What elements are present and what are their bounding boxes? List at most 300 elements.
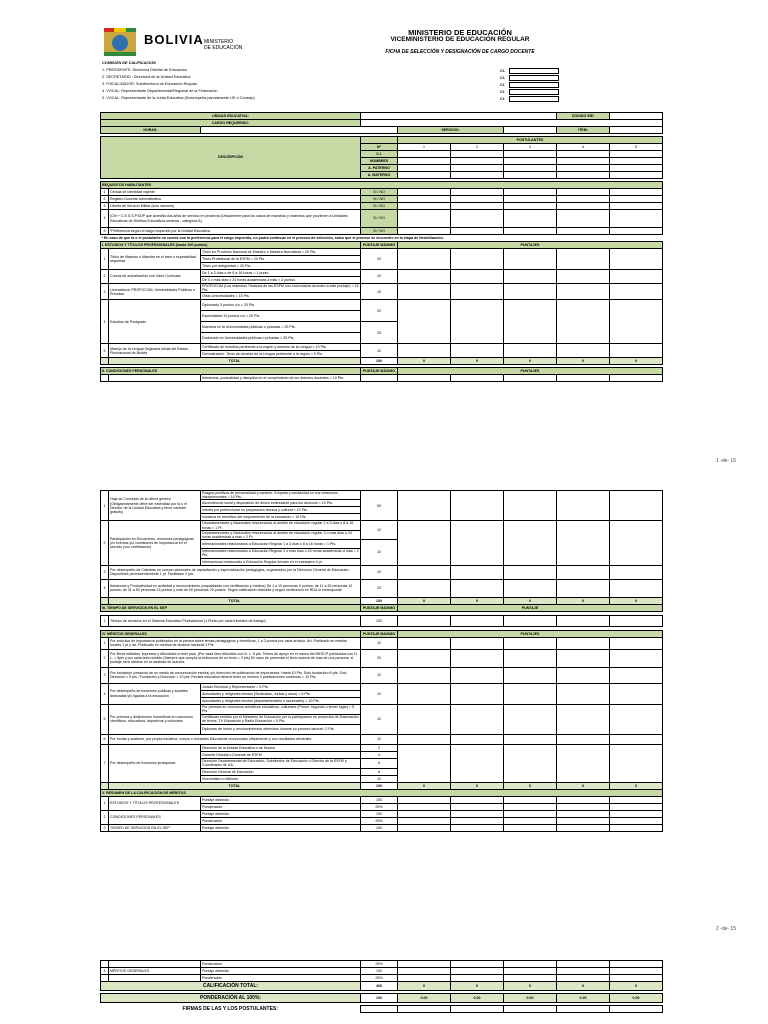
table-cell[interactable]: [398, 270, 451, 284]
table-cell[interactable]: [398, 196, 451, 203]
table-cell[interactable]: [610, 637, 663, 649]
table-cell[interactable]: [557, 579, 610, 597]
req-note: * En caso de que la o el postulante no cuente con la preferencia para el cargo requerido, no podrá continuar en el proceso de selección, salvo que el proceso se encuentre en la etapa de flexibilización.: [101, 235, 444, 240]
table-row: [101, 300, 663, 311]
table-cell[interactable]: [398, 249, 451, 270]
table-row: [101, 782, 663, 789]
table-row: [101, 796, 663, 803]
table-cell: Iniciativa en beneficio del mejoramiento de la educación = 10 Pts.: [201, 514, 361, 521]
table-cell[interactable]: [451, 203, 504, 210]
servicio-label: SERVICIO:: [398, 127, 504, 134]
table-cell: Cédula de Identidad vigente: [109, 189, 361, 196]
table-cell[interactable]: [610, 210, 663, 228]
table-cell[interactable]: [557, 968, 610, 975]
table-cell[interactable]: [451, 637, 504, 649]
table-cell: 4: [101, 683, 109, 704]
table-cell[interactable]: [504, 810, 557, 817]
table-cell: Demostración: Texto de dominio de la Lengua pertinente a la región = 5 Pts.: [201, 351, 361, 358]
table-cell[interactable]: [504, 172, 557, 179]
codigo-input[interactable]: [610, 113, 663, 120]
table-cell[interactable]: [451, 667, 504, 683]
table-cell[interactable]: [504, 796, 557, 803]
table-row: [101, 235, 663, 242]
table-cell: CONDICIONES PERSONALES: [109, 810, 201, 824]
table-row: [101, 982, 663, 991]
table-cell: 25%: [361, 961, 398, 968]
table-cell: Docente Distrital o Docente de ESFM: [201, 751, 361, 758]
table-cell[interactable]: [504, 579, 557, 597]
table-cell[interactable]: [451, 649, 504, 667]
table-cell: (Ctrl + C.E.S.S.P.EDP que acredita dos años de servicio en provincia (Únicamente para los casos de maestras y maestros que provienen a Unidades Educativas de Distritos Educativos urbanos - categoría A): [109, 210, 361, 228]
ci-input[interactable]: [509, 89, 559, 95]
table-cell: 100: [361, 824, 398, 831]
table-cell: Internacionales relacionados a Educación Regular 3 o más días o 24 horas académicas a más = 2 Pts.: [202, 549, 359, 558]
table-cell: Ponderación: [201, 803, 361, 810]
table-cell: 0.00: [610, 994, 663, 1003]
table-cell: Jurado Electoral y Representante = 5 Pts.: [201, 683, 361, 690]
table-cell: [361, 375, 398, 382]
table-cell[interactable]: [504, 151, 557, 158]
table-cell[interactable]: [557, 615, 610, 626]
table-cell[interactable]: [451, 579, 504, 597]
table-cell: Asistencia y Productividad en actividad y reconocimiento (respaldadas con certificación y mínima) De 1 a 10 personas 5 puntos; de 11 a 30 personas 10 puntos; de 31 a 50 personas 15 puntos y más de 50 personas 20 puntos. Según calificación obtenida y según verificación en RDA si corresponde: [109, 579, 361, 597]
table-cell[interactable]: [610, 565, 663, 579]
table-cell: [361, 1006, 398, 1013]
table-cell[interactable]: [504, 249, 557, 270]
table-cell[interactable]: [557, 796, 610, 803]
table-cell[interactable]: [451, 172, 504, 179]
table-cell[interactable]: [557, 521, 610, 565]
table-cell: [398, 975, 451, 982]
table-cell: Licenciatura: PROFOCOM, Universidades Públicas o Privadas.: [109, 284, 201, 300]
horas-input[interactable]: [201, 127, 398, 134]
ci-input[interactable]: [509, 75, 559, 81]
table-cell: MÉRITOS GENERALES: [109, 968, 201, 975]
table-cell[interactable]: [557, 189, 610, 196]
table-cell: 0: [557, 782, 610, 789]
table-cell[interactable]: [504, 189, 557, 196]
table-cell[interactable]: [451, 491, 504, 521]
table-cell[interactable]: [504, 824, 557, 831]
table-cell[interactable]: [504, 637, 557, 649]
table-cell[interactable]: [398, 744, 451, 782]
table-cell: [451, 975, 504, 982]
postulantes-header: POSTULANTES: [398, 137, 663, 144]
table-cell: 400: [361, 982, 398, 991]
table-row: [101, 630, 663, 637]
table-cell[interactable]: [610, 824, 663, 831]
table-cell[interactable]: [610, 521, 663, 565]
table-cell[interactable]: [610, 158, 663, 165]
table-cell[interactable]: [557, 270, 610, 284]
table-cell: 3: [101, 203, 109, 210]
table-cell: SI / NO: [361, 189, 398, 196]
table-cell[interactable]: [610, 667, 663, 683]
table-cell[interactable]: [398, 649, 451, 667]
table-cell: Título Profesional de la ESFM = 20 Pts.: [201, 256, 361, 263]
table-cell[interactable]: [610, 579, 663, 597]
table-cell[interactable]: [504, 1006, 557, 1013]
table-cell[interactable]: [451, 615, 504, 626]
table-cell[interactable]: [557, 565, 610, 579]
table-cell: 0: [504, 782, 557, 789]
table-cell[interactable]: [610, 375, 663, 382]
table-cell[interactable]: [451, 704, 504, 734]
table-cell[interactable]: [398, 683, 451, 704]
table-cell[interactable]: [451, 165, 504, 172]
table-cell[interactable]: [610, 649, 663, 667]
table-cell: [557, 975, 610, 982]
table-cell: 0: [557, 597, 610, 604]
table-cell: *Preferencia según el cargo requerido por la Unidad Educativa: [109, 228, 361, 235]
table-cell[interactable]: [610, 284, 663, 300]
table-cell[interactable]: [610, 744, 663, 782]
table-cell[interactable]: [610, 196, 663, 203]
table-cell: 2: [451, 144, 504, 151]
table-cell[interactable]: [451, 210, 504, 228]
table-cell[interactable]: [504, 210, 557, 228]
table-cell[interactable]: [557, 375, 610, 382]
table-cell[interactable]: [504, 521, 557, 565]
table-cell[interactable]: [398, 151, 451, 158]
table-cell: Puntaje obtenido: [201, 796, 361, 803]
table-row: [101, 270, 663, 277]
table-cell: PUNTAJE MÁXIMO: [361, 368, 398, 375]
table-cell[interactable]: [557, 284, 610, 300]
table-cell[interactable]: [557, 667, 610, 683]
item-label: ÍTEM:: [557, 127, 610, 134]
table-cell[interactable]: [504, 615, 557, 626]
page-2: [0, 470, 768, 940]
table-cell: Internacional relacionado a Educación Regular llevado en el extranjero 4 pt: [201, 558, 361, 565]
table-cell[interactable]: [398, 210, 451, 228]
table-cell[interactable]: [451, 196, 504, 203]
table-cell[interactable]: [398, 284, 451, 300]
table-cell[interactable]: [557, 172, 610, 179]
table-cell[interactable]: [557, 649, 610, 667]
table-cell[interactable]: [504, 228, 557, 235]
table-cell: [557, 817, 610, 824]
table-cell[interactable]: [610, 810, 663, 817]
table-row: [101, 521, 663, 530]
table-cell[interactable]: [398, 344, 451, 358]
table-cell[interactable]: [451, 734, 504, 744]
table-cell[interactable]: [398, 579, 451, 597]
table-cell[interactable]: [557, 1006, 610, 1013]
s2-heading: II. CONDICIONES PERSONALES: [101, 368, 361, 375]
table-cell[interactable]: [504, 491, 557, 521]
commission-heading: COMISIÓN DE CALIFICACIÓN: [102, 61, 156, 65]
table-cell[interactable]: [504, 667, 557, 683]
table-cell[interactable]: [557, 344, 610, 358]
table-cell: 8: [361, 768, 398, 775]
table-cell[interactable]: [610, 151, 663, 158]
table-cell[interactable]: [398, 824, 451, 831]
table-cell[interactable]: [398, 615, 451, 626]
table-cell: [504, 961, 557, 968]
table-cell[interactable]: [557, 196, 610, 203]
cargo-input[interactable]: [361, 120, 663, 127]
table-cell: 50: [361, 491, 398, 521]
table-cell: Autoridades y dirigentes electos (departamentales o nacionales) = 10 Pts.: [201, 697, 361, 704]
ci-input[interactable]: [509, 96, 559, 102]
table-cell[interactable]: [557, 300, 610, 344]
table-cell[interactable]: [451, 968, 504, 975]
table-cell[interactable]: [504, 744, 557, 782]
table-cell[interactable]: [504, 196, 557, 203]
ue-input[interactable]: [361, 113, 557, 120]
page-3: [0, 955, 768, 1024]
table-cell: Otras Universidades = 15 Pts.: [201, 293, 361, 300]
table-cell: PROFOCOM (Los maestros Titulados de las ESFM con Licenciatura acceden a este puntaje) = 15 Pts.: [202, 284, 359, 293]
table-cell[interactable]: [398, 165, 451, 172]
table-cell: PUNTAJE MÁXIMO: [361, 630, 398, 637]
table-cell[interactable]: [398, 565, 451, 579]
table-cell: Manejo de la Lengua Originaria oficial del Estado Plurinacional de Bolivia: [109, 344, 201, 358]
table-cell: 0: [610, 782, 663, 789]
table-cell[interactable]: [610, 228, 663, 235]
table-cell: NOMBRES: [361, 158, 398, 165]
table-cell[interactable]: [504, 165, 557, 172]
table-cell[interactable]: [451, 1006, 504, 1013]
s3-heading: III. TIEMPO DE SERVICIOS EN EL SEP: [101, 604, 361, 611]
table-cell[interactable]: [451, 270, 504, 284]
table-cell[interactable]: [557, 810, 610, 817]
table-cell: 2: [101, 521, 109, 565]
table-cell: 0: [557, 358, 610, 365]
table-cell[interactable]: [557, 704, 610, 734]
table-cell[interactable]: [451, 300, 504, 344]
table-cell[interactable]: [451, 683, 504, 704]
table-cell: 100: [361, 615, 398, 626]
table-cell[interactable]: [451, 228, 504, 235]
table-cell[interactable]: [557, 158, 610, 165]
table-cell[interactable]: [504, 649, 557, 667]
table-cell[interactable]: [557, 249, 610, 270]
table-cell[interactable]: [610, 270, 663, 284]
table-cell: 100: [361, 597, 398, 604]
table-cell: Registro Docente Administrativo: [109, 196, 361, 203]
table-cell[interactable]: [557, 734, 610, 744]
table-cell[interactable]: [504, 270, 557, 284]
table-cell[interactable]: [504, 203, 557, 210]
firmas-label: FIRMAS DE LAS Y LOS POSTULANTES:: [182, 1005, 278, 1012]
table-cell: [451, 803, 504, 810]
table-cell[interactable]: [398, 172, 451, 179]
table-cell[interactable]: [451, 375, 504, 382]
table-cell[interactable]: [451, 796, 504, 803]
table-cell[interactable]: [504, 158, 557, 165]
table-cell: 1: [101, 491, 109, 521]
ue-label: UNIDAD EDUCATIVA:: [101, 113, 361, 120]
table-cell[interactable]: [451, 565, 504, 579]
table-cell[interactable]: [504, 344, 557, 358]
table-cell[interactable]: [451, 151, 504, 158]
table-cell[interactable]: [504, 300, 557, 344]
table-cell[interactable]: [557, 491, 610, 521]
table-cell[interactable]: [451, 744, 504, 782]
horas-label: HORAS:: [101, 127, 201, 134]
table-cell[interactable]: [610, 165, 663, 172]
table-cell[interactable]: [398, 189, 451, 196]
table-cell[interactable]: [398, 667, 451, 683]
table-cell: C.I.: [361, 151, 398, 158]
table-cell: 0: [451, 782, 504, 789]
table-cell[interactable]: [557, 228, 610, 235]
table-cell: De 1 a 3 días o de 8 a 16 horas = 1 punto: [201, 270, 361, 277]
table-cell: 0: [504, 358, 557, 365]
table-cell: 0.00: [451, 994, 504, 1003]
table-cell[interactable]: [557, 165, 610, 172]
table-cell[interactable]: [610, 683, 663, 704]
table-cell[interactable]: [557, 683, 610, 704]
descripcion-header: DESCRIPCIÓN: [101, 137, 361, 179]
table-cell[interactable]: [398, 491, 451, 521]
table-cell[interactable]: [610, 172, 663, 179]
table-cell: 5: [101, 344, 109, 358]
table-cell: [109, 975, 201, 982]
table-cell[interactable]: [610, 1006, 663, 1013]
table-cell[interactable]: [398, 300, 451, 344]
table-cell[interactable]: [451, 521, 504, 565]
table-cell: 100: [361, 782, 398, 789]
table-cell[interactable]: [557, 637, 610, 649]
form-title: FICHA DE SELECCIÓN Y DESIGNACIÓN DE CARGO DOCENTE: [385, 49, 535, 55]
table-cell[interactable]: [398, 203, 451, 210]
table-cell: 0: [557, 982, 610, 991]
table-cell[interactable]: [504, 734, 557, 744]
table-row: [101, 615, 663, 626]
table-row: [101, 637, 663, 649]
table-cell: 4: [101, 579, 109, 597]
table-cell: 5: [101, 228, 109, 235]
s5-heading: V. RESUMEN DE LA CALIFICACIÓN DE MÉRITOS: [101, 789, 663, 796]
table-cell[interactable]: [610, 491, 663, 521]
table-cell[interactable]: [557, 744, 610, 782]
table-cell: 3: [504, 144, 557, 151]
table-cell[interactable]: [610, 796, 663, 803]
table-cell[interactable]: [610, 344, 663, 358]
table-cell[interactable]: [451, 249, 504, 270]
table-cell[interactable]: [610, 615, 663, 626]
table-row: [101, 604, 663, 611]
member-1: 1. PRESIDENTE: Director/a Distrital de Educación: [102, 68, 187, 72]
table-cell[interactable]: [504, 968, 557, 975]
table-cell[interactable]: [398, 228, 451, 235]
table-cell[interactable]: [398, 1006, 451, 1013]
table-cell[interactable]: [398, 796, 451, 803]
table-cell: Maestría en la Universidades públicas o privadas = 25 Pts.: [201, 322, 361, 333]
table-row: [101, 683, 663, 690]
table-cell[interactable]: [610, 734, 663, 744]
table-cell: A. PATERNO: [361, 165, 398, 172]
servicio-input[interactable]: [504, 127, 557, 134]
table-cell: [610, 961, 663, 968]
ci-label: CI.: [500, 69, 505, 73]
table-cell[interactable]: [610, 300, 663, 344]
table-cell: 0: [451, 358, 504, 365]
table-cell: [101, 782, 109, 789]
table-cell: [101, 975, 109, 982]
form-table-2: [100, 490, 663, 832]
table-cell[interactable]: [504, 704, 557, 734]
table-cell[interactable]: [398, 375, 451, 382]
table-cell[interactable]: [610, 203, 663, 210]
table-cell: Rasgos positivos de personalidad y carácter, Empatía y cordialidad en sus relaciones interpersonales = 10 Pts.: [201, 491, 361, 500]
table-cell: 4: [101, 300, 109, 344]
table-cell[interactable]: [451, 344, 504, 358]
table-cell[interactable]: [610, 189, 663, 196]
table-cell: 100: [361, 358, 398, 365]
table-cell: 5: [610, 144, 663, 151]
table-row: [101, 210, 663, 228]
table-cell: [361, 137, 398, 144]
table-cell: ESTUDIOS Y TÍTULOS PROFESIONALES: [109, 796, 201, 810]
table-row: [101, 975, 663, 982]
table-cell[interactable]: [451, 824, 504, 831]
table-cell: Diplomas de honor y reconocimientos obtenidos durante su proceso laboral= 2 Pts.: [201, 724, 361, 734]
table-cell: 10: [361, 704, 398, 734]
table-cell[interactable]: [557, 824, 610, 831]
table-cell[interactable]: [398, 521, 451, 565]
table-cell: 10: [361, 734, 398, 744]
table-cell: TOTAL: [109, 782, 361, 789]
table-cell: [504, 975, 557, 982]
ci-input[interactable]: [509, 82, 559, 88]
table-cell: Participación en Encuentros, reuniones pedagógicas y/o eventos y/o comisiones de importancia en el servicio (con certificación): [109, 521, 201, 565]
table-cell: Libreta de Servicio Militar (solo varones): [109, 203, 361, 210]
table-cell: 20: [361, 579, 398, 597]
table-cell[interactable]: [398, 637, 451, 649]
table-cell[interactable]: [398, 810, 451, 817]
table-row: [101, 667, 663, 683]
table-cell: Dirección Departamental de Educación, Subdirector de Educación o Director de la ESFM y Coordinador de UA.: [201, 758, 361, 768]
table-row: [101, 961, 663, 968]
table-cell: [504, 803, 557, 810]
table-cell[interactable]: [610, 704, 663, 734]
table-cell[interactable]: [451, 189, 504, 196]
table-cell[interactable]: [504, 375, 557, 382]
table-cell[interactable]: [451, 810, 504, 817]
table-cell[interactable]: [398, 968, 451, 975]
table-cell[interactable]: [610, 249, 663, 270]
table-cell: 0.00: [504, 994, 557, 1003]
table-row: [101, 249, 663, 256]
table-cell: Por premios y distinciones honoríficas en concursos científicos, educativos, deportivos y culturales: [109, 704, 201, 734]
table-cell[interactable]: [557, 151, 610, 158]
table-cell: 4: [101, 968, 109, 975]
table-cell: 3: [101, 284, 109, 300]
table-cell[interactable]: [504, 565, 557, 579]
table-cell[interactable]: [610, 968, 663, 975]
table-cell[interactable]: [557, 203, 610, 210]
table-cell[interactable]: [504, 284, 557, 300]
table-cell: 25%: [361, 975, 398, 982]
table-cell: Puntaje obtenido: [201, 810, 361, 817]
table-row: [101, 284, 663, 293]
item-input[interactable]: [610, 127, 663, 134]
ci-input[interactable]: [509, 68, 559, 74]
table-cell[interactable]: [398, 734, 451, 744]
table-cell[interactable]: [504, 683, 557, 704]
table-cell: Por fundación (creación de un medio de comunicación escrita) y/o dirección de publicación de importancia. Hasta 10 Pts. Solo fundación=5 pts; Solo Dirección = 5 pts.; Fundación y Dirección = 10 pts. Revista educativa deberá tener un mínimo 3 publicaciones continuas = 10 Pts.: [109, 667, 361, 683]
table-cell[interactable]: [398, 158, 451, 165]
table-cell: 2: [101, 649, 109, 667]
table-cell[interactable]: [451, 284, 504, 300]
table-cell[interactable]: [398, 704, 451, 734]
table-cell[interactable]: [557, 210, 610, 228]
table-cell[interactable]: [451, 158, 504, 165]
